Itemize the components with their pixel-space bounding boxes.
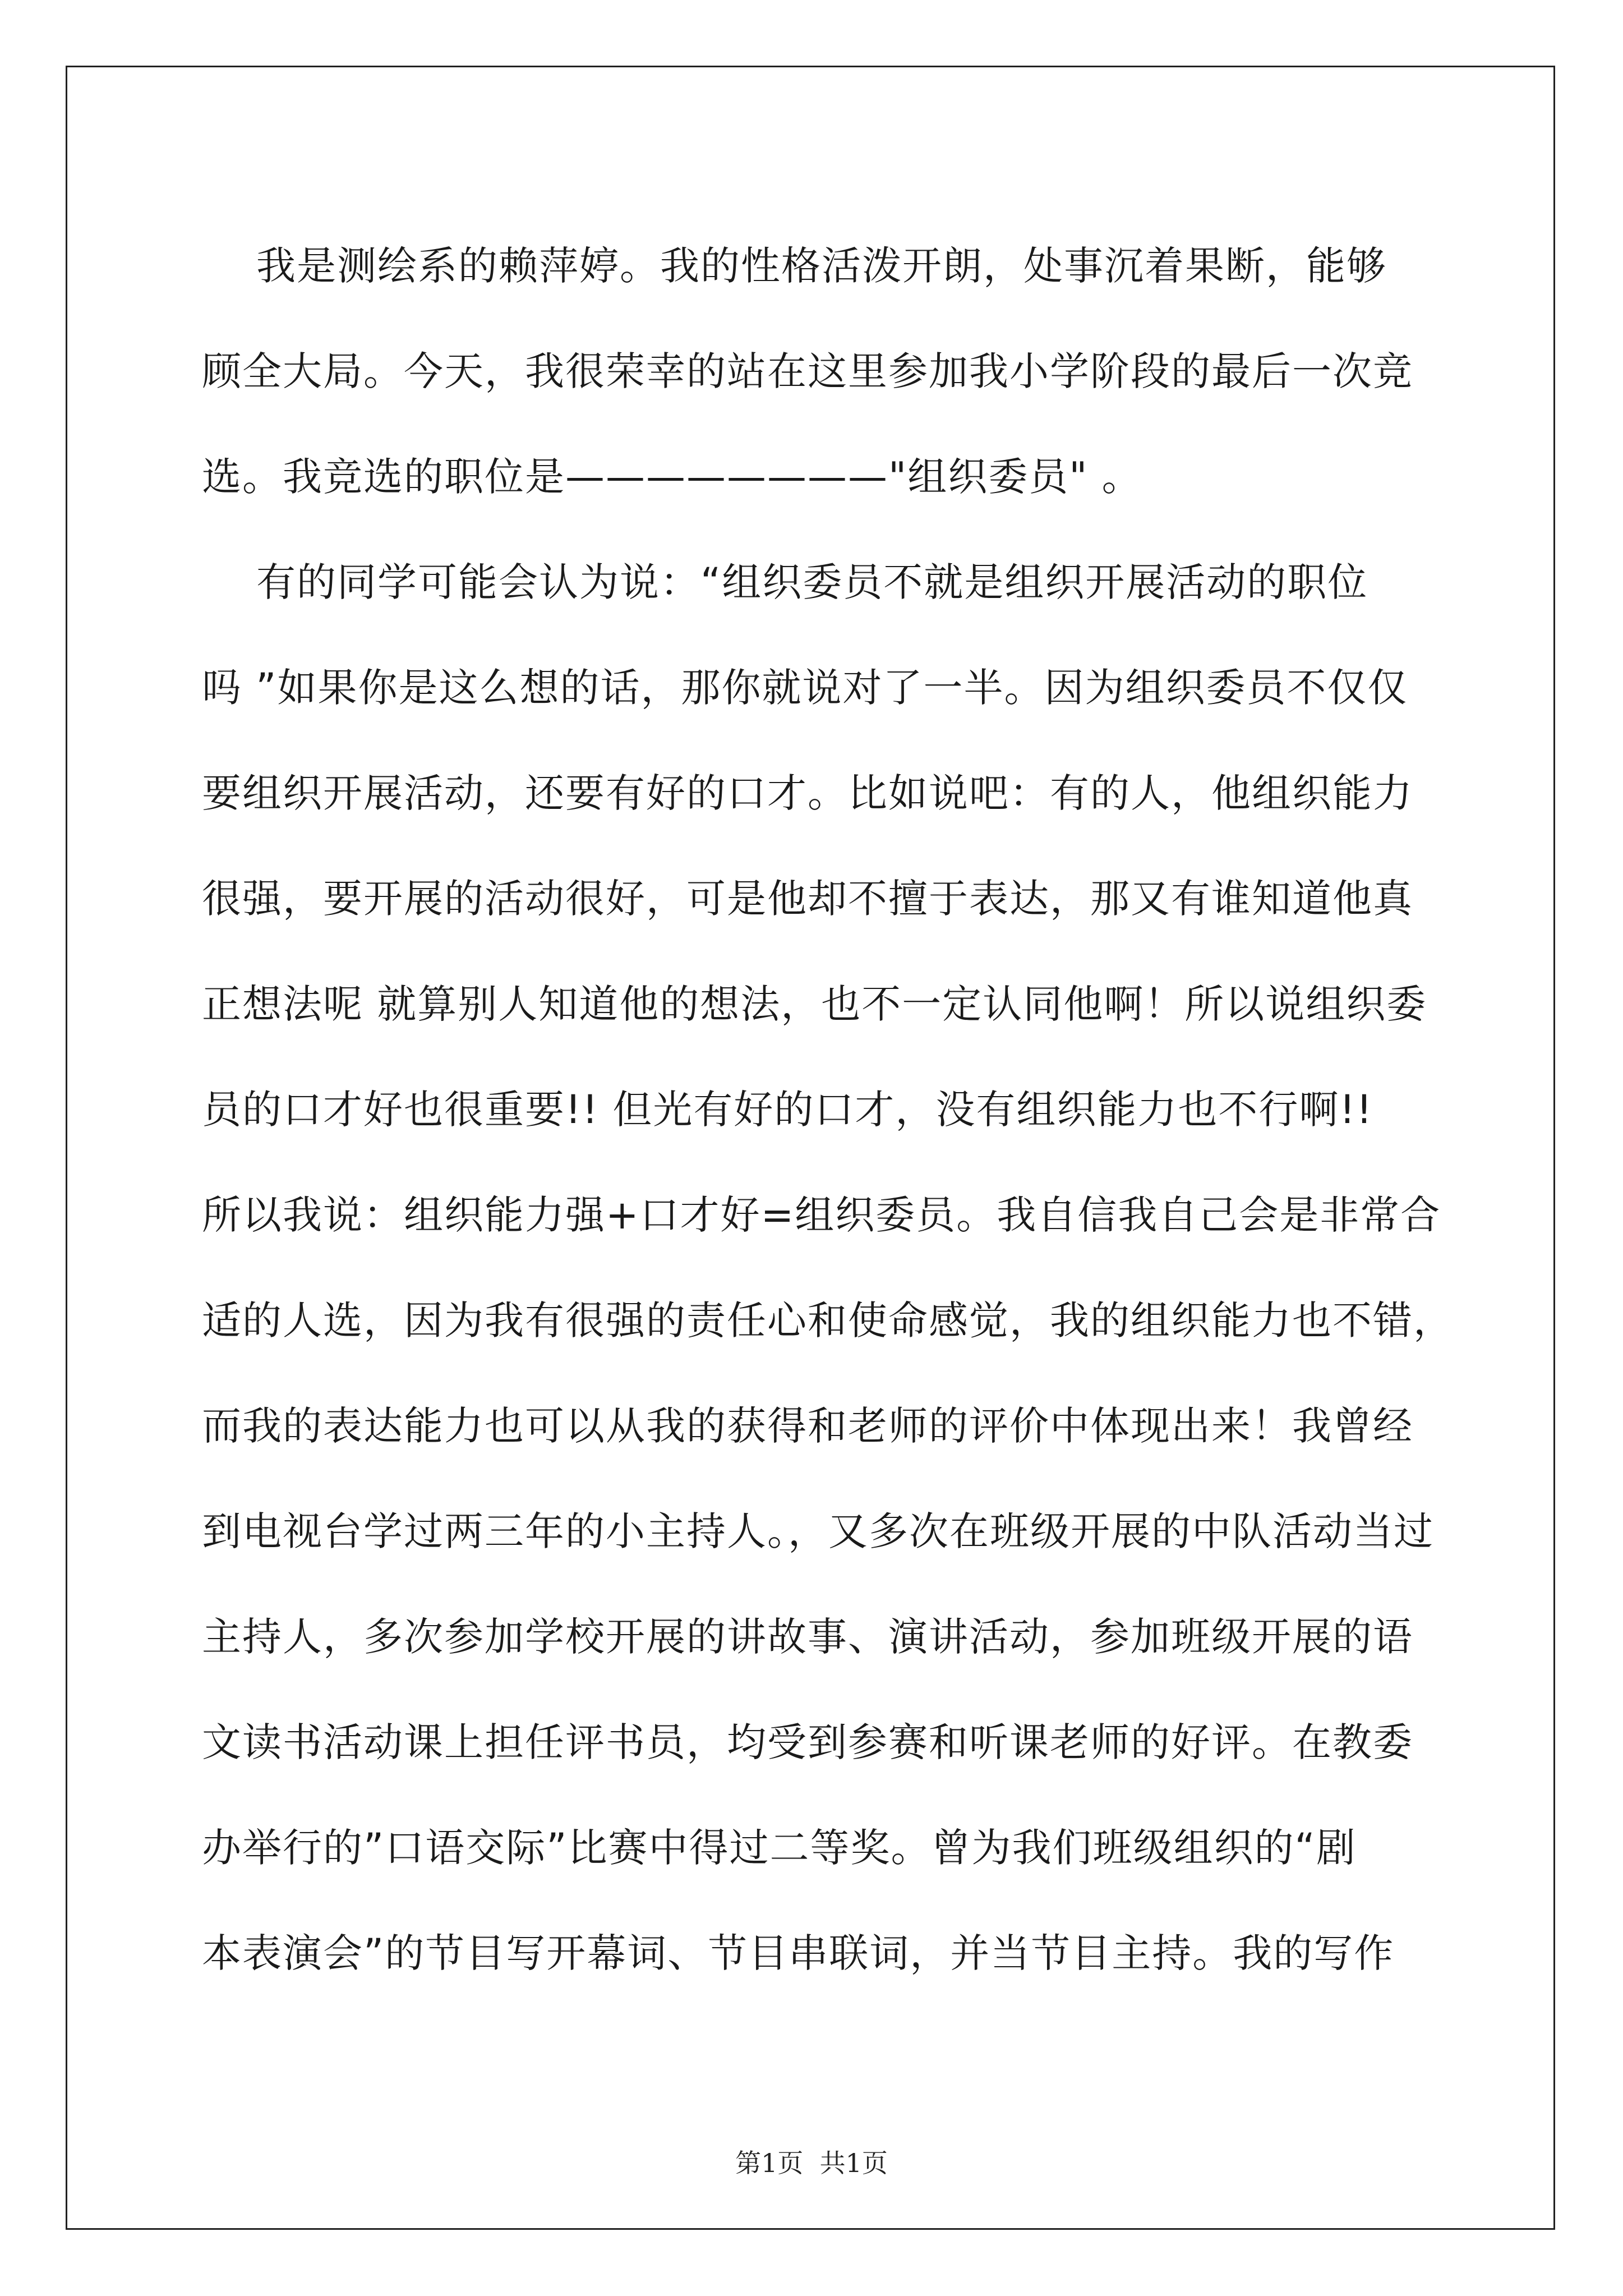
text-line: 而我的表达能力也可以从我的获得和老师的评价中体现出来！我曾经 bbox=[202, 1403, 1413, 1449]
page-number-footer: 第1页 共1页 bbox=[735, 2148, 888, 2178]
text-line: 顾全大局。今天，我很荣幸的站在这里参加我小学阶段的最后一次竞 bbox=[202, 348, 1413, 394]
text-line: 文读书活动课上担任评书员，均受到参赛和听课老师的好评。在教委 bbox=[202, 1719, 1413, 1765]
document-body bbox=[202, 213, 1454, 2006]
text-line: 有的同学可能会认为说：“组织委员不就是组织开展活动的职位 bbox=[202, 559, 1368, 605]
text-line: 所以我说：组织能力强+口才好=组织委员。我自信我自己会是非常合 bbox=[202, 1192, 1441, 1238]
text-line: 吗 ”如果你是这么想的话，那你就说对了一半。因为组织委员不仅仅 bbox=[202, 665, 1408, 711]
text-line: 到电视台学过两三年的小主持人。，又多次在班级开展的中队活动当过 bbox=[202, 1508, 1434, 1554]
text-line: 员的口才好也很重要!! 但光有好的口才，没有组织能力也不行啊!! bbox=[202, 1087, 1373, 1133]
text-line: 办举行的”口语交际”比赛中得过二等奖。曾为我们班级组织的“剧 bbox=[202, 1825, 1357, 1871]
text-line: 很强，要开展的活动很好，可是他却不擅于表达，那又有谁知道他真 bbox=[202, 876, 1413, 922]
text-line: 主持人，多次参加学校开展的讲故事、演讲活动，参加班级开展的语 bbox=[202, 1614, 1413, 1660]
text-line: 选。我竞选的职位是————————"组织委员" 。 bbox=[202, 454, 1142, 500]
text-line: 本表演会”的节目写开幕词、节目串联词，并当节目主持。我的写作 bbox=[202, 1930, 1395, 1976]
text-line: 正想法呢 就算别人知道他的想法，也不一定认同他啊！所以说组织委 bbox=[202, 981, 1427, 1027]
text-line: 我是测绘系的赖萍婷。我的性格活泼开朗，处事沉着果断，能够 bbox=[202, 243, 1387, 289]
text-line: 要组织开展活动，还要有好的口才。比如说吧：有的人，他组织能力 bbox=[202, 770, 1413, 816]
text-line: 适的人选，因为我有很强的责任心和使命感觉，我的组织能力也不错， bbox=[202, 1297, 1454, 1343]
